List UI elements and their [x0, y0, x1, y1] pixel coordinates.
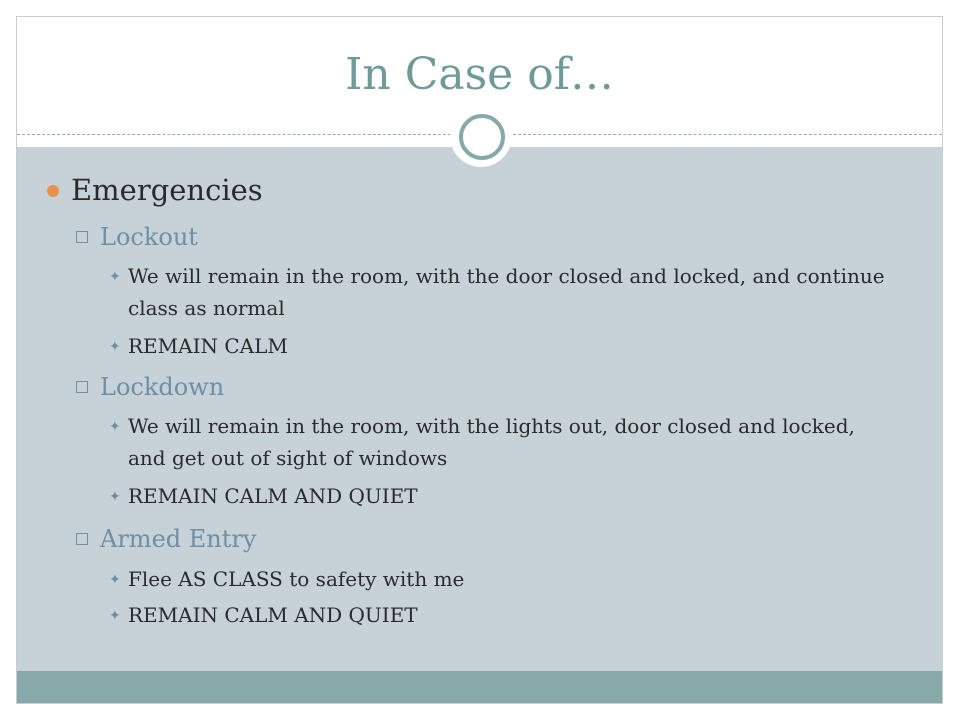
list-item-text: REMAIN CALM	[128, 334, 288, 358]
cross-star-bullet-icon: ✦	[109, 269, 121, 285]
cross-star-bullet-icon: ✦	[109, 572, 121, 588]
filled-circle-bullet-icon	[47, 185, 59, 197]
slide-title: In Case of…	[345, 49, 614, 100]
content-area	[17, 147, 942, 671]
list-item-text: REMAIN CALM AND QUIET	[128, 484, 418, 508]
list-item-text: REMAIN CALM AND QUIET	[128, 603, 418, 627]
list-item	[109, 599, 889, 631]
cross-star-bullet-icon: ✦	[109, 608, 121, 624]
list-item	[109, 410, 889, 474]
section-label: Lockdown	[100, 373, 225, 401]
list-item	[109, 563, 889, 595]
list-item-text: We will remain in the room, with the lights out, door closed and locked, and get out of sight of windows	[128, 414, 855, 470]
list-item	[109, 330, 889, 362]
cross-star-bullet-icon: ✦	[109, 419, 121, 435]
hollow-square-bullet-icon	[76, 533, 88, 545]
footer-bar	[17, 671, 942, 703]
list-item	[109, 480, 889, 512]
section-label: Armed Entry	[100, 525, 257, 553]
hollow-square-bullet-icon	[76, 381, 88, 393]
list-item-text: Flee AS CLASS to safety with me	[128, 567, 465, 591]
hollow-square-bullet-icon	[76, 231, 88, 243]
list-item-text: We will remain in the room, with the door closed and locked, and continue class as normal	[128, 264, 885, 320]
list-item	[109, 260, 889, 324]
cross-star-bullet-icon: ✦	[109, 339, 121, 355]
ring-ornament-icon	[450, 105, 512, 167]
ring-ornament-inner	[459, 114, 505, 160]
cross-star-bullet-icon: ✦	[109, 489, 121, 505]
slide	[16, 16, 943, 704]
section-label: Lockout	[100, 223, 198, 251]
heading-emergencies: Emergencies	[71, 173, 263, 207]
